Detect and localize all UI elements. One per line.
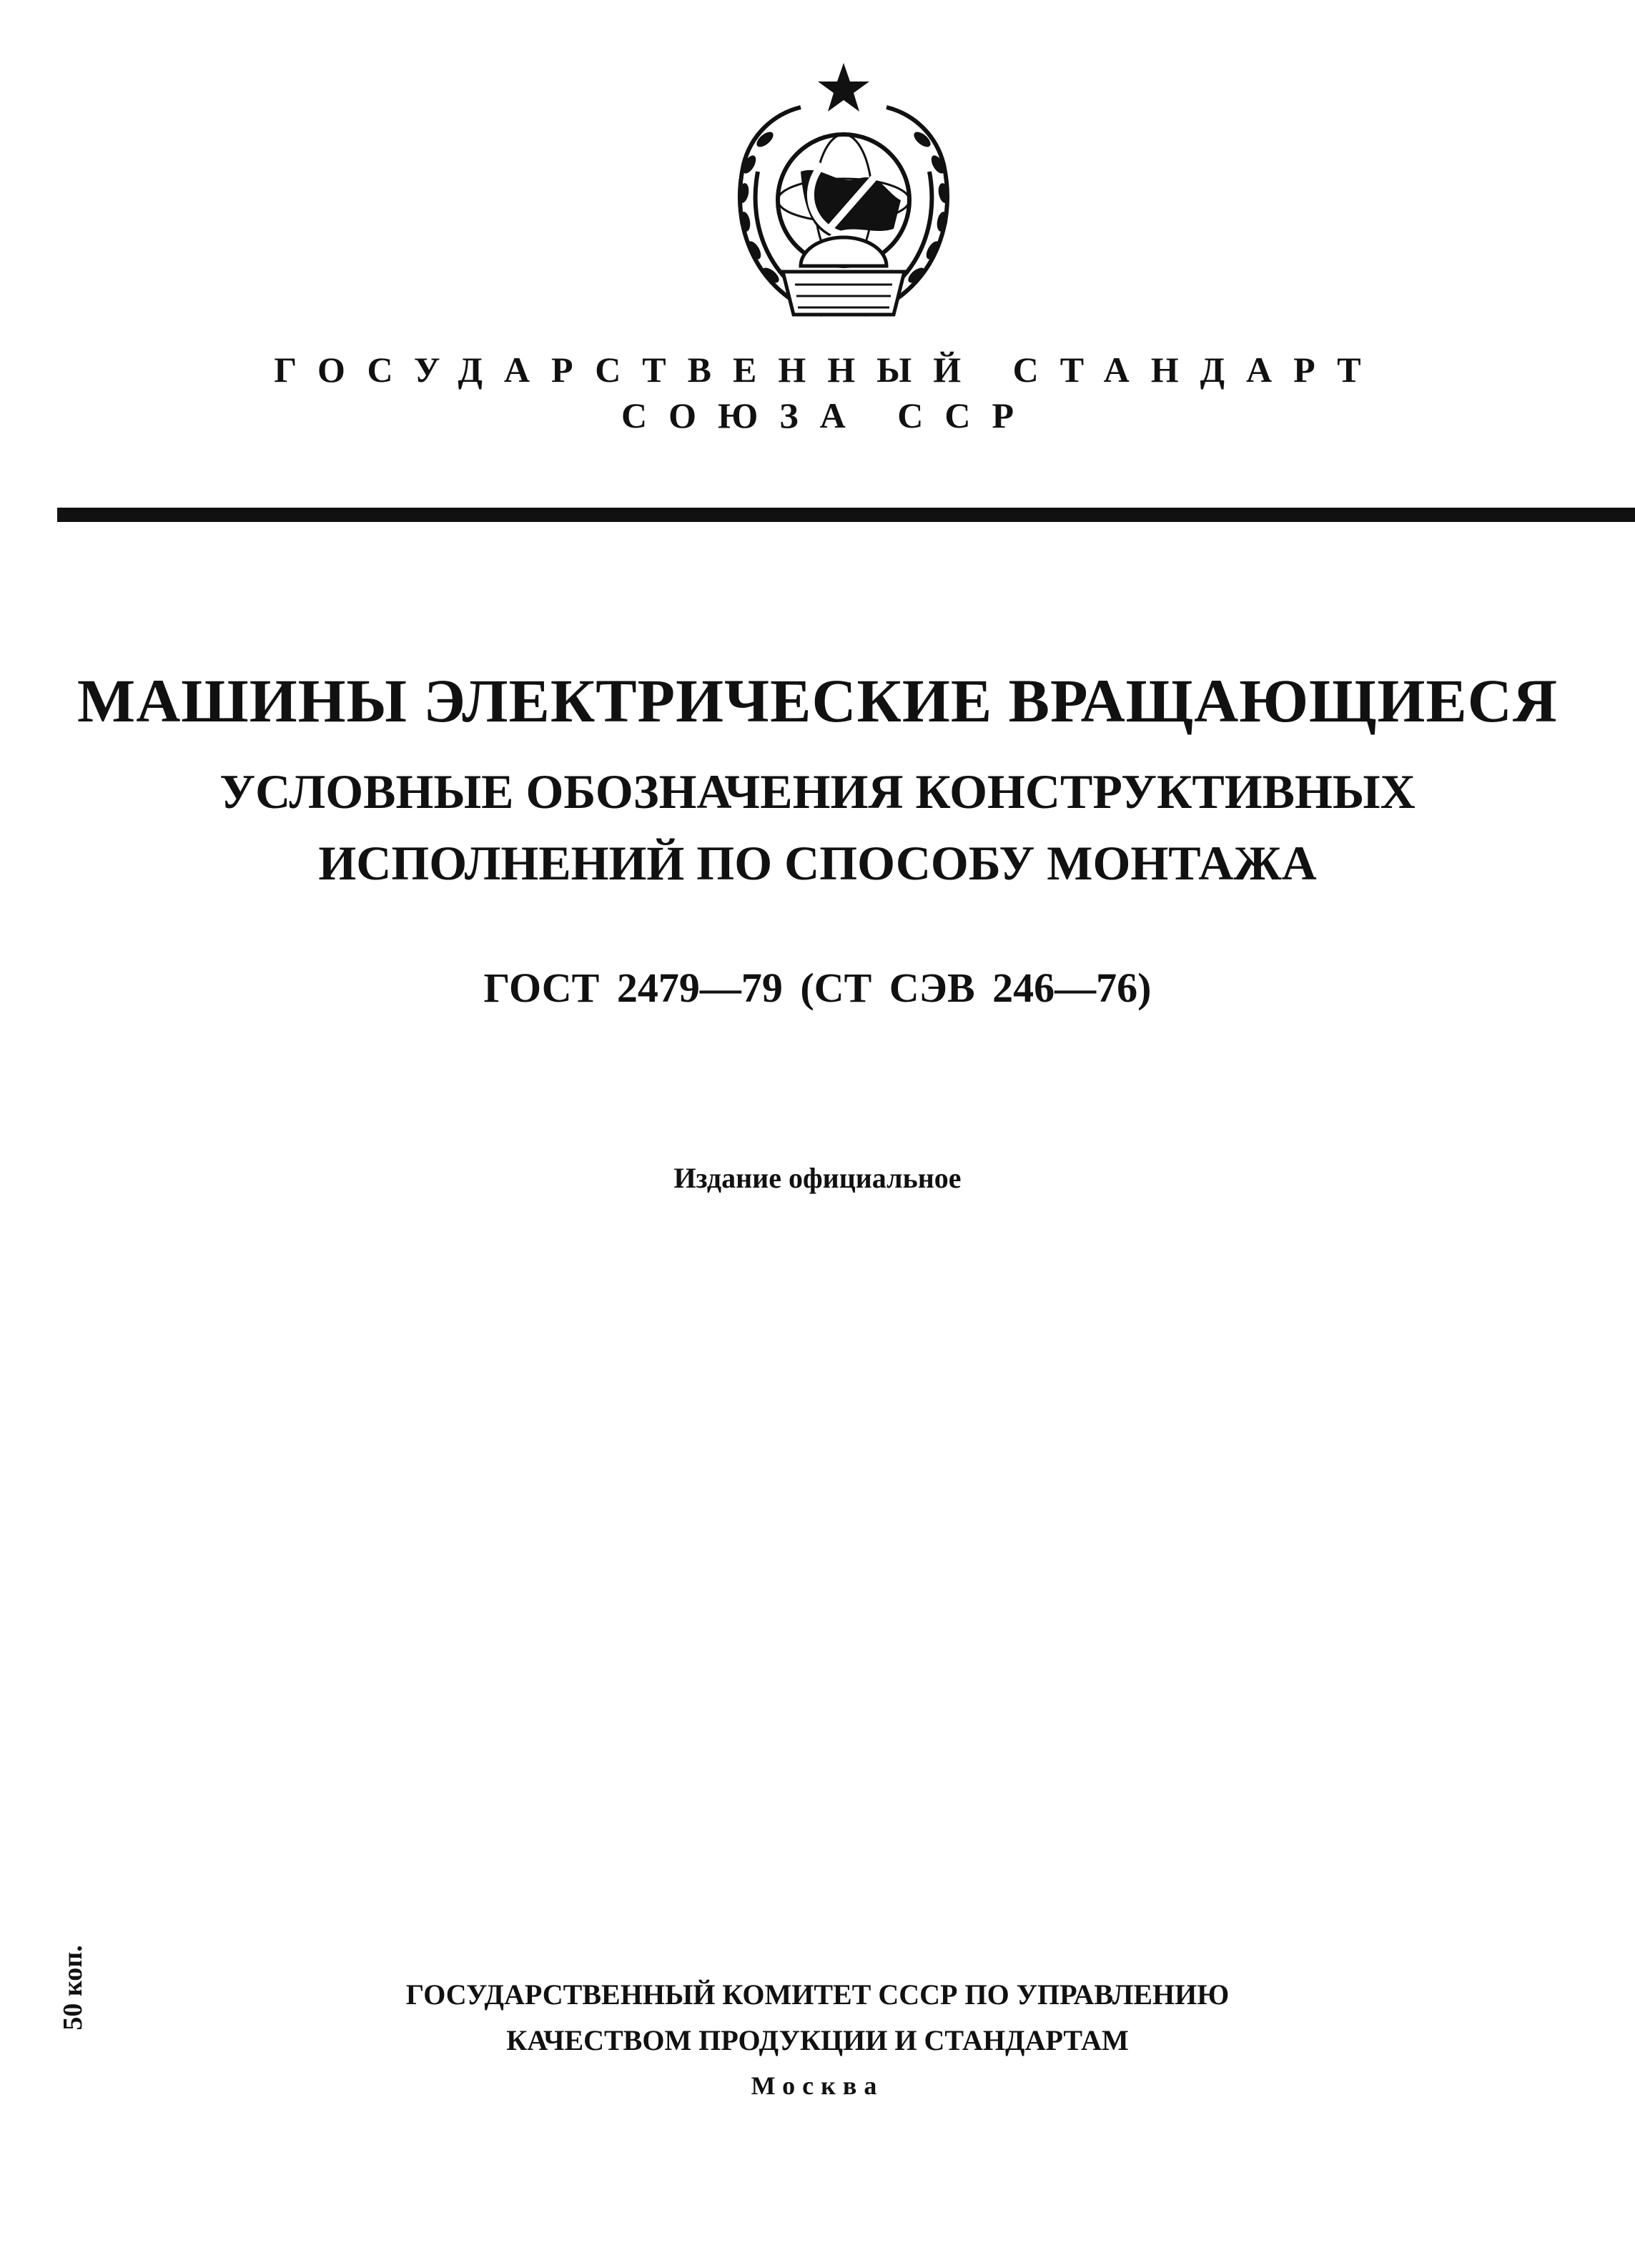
publisher-line2: КАЧЕСТВОМ ПРОДУКЦИИ И СТАНДАРТАМ <box>506 2024 1129 2056</box>
header-state-standard: ГОСУДАРСТВЕННЫЙ СТАНДАРТ <box>274 350 1383 390</box>
document-subtitle-line1: УСЛОВНЫЕ ОБОЗНАЧЕНИЯ КОНСТРУКТИВНЫХ <box>219 764 1416 819</box>
standard-number: ГОСТ 2479—79 (СТ СЭВ 246—76) <box>483 965 1152 1011</box>
publisher-line1: ГОСУДАРСТВЕННЫЙ КОМИТЕТ СССР ПО УПРАВЛЕНИЮ <box>405 1978 1230 2011</box>
document-title: МАШИНЫ ЭЛЕКТРИЧЕСКИЕ ВРАЩАЮЩИЕСЯ <box>77 666 1558 735</box>
state-emblem-icon <box>715 57 972 343</box>
document-subtitle-line2: ИСПОЛНЕНИЙ ПО СПОСОБУ МОНТАЖА <box>318 836 1317 890</box>
publisher-city: Москва <box>751 2071 884 2100</box>
edition-label: Издание официальное <box>673 1162 962 1194</box>
header-union-ssr: СОЮЗА ССР <box>621 395 1036 435</box>
price-text: 50 коп. <box>58 1945 88 2031</box>
header-rule <box>57 508 1635 522</box>
